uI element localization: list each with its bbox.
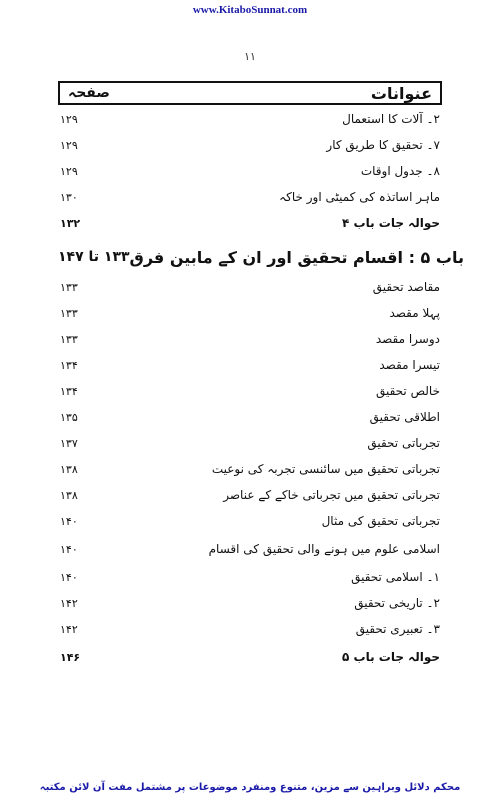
toc-entry (60, 212, 440, 234)
toc-entry-title: ۳۔ تعبیری تحقیق (355, 622, 440, 636)
toc-entry-title: تیسرا مقصد (379, 358, 440, 372)
chapter-heading (58, 244, 464, 270)
toc-entry-title: مقاصد تحقیق (372, 280, 440, 294)
toc-entry-page: ۱۲۹ (60, 138, 78, 152)
toc-entry-page: ۱۴۰ (60, 542, 78, 556)
toc-entry-page: ۱۳۰ (60, 190, 78, 204)
toc-entry (60, 354, 440, 376)
toc-entry-page: ۱۴۲ (60, 596, 78, 610)
toc-entry-page: ۱۴۰ (60, 514, 78, 528)
toc-entry (60, 510, 440, 532)
toc-entry-title: ۲۔ تاریخی تحقیق (354, 596, 440, 610)
toc-entry-title: تجرباتی تحقیق (367, 436, 440, 450)
site-url-link[interactable]: www.KitaboSunnat.com (192, 4, 308, 16)
header-page-label: صفحہ (68, 85, 110, 101)
toc-entry (60, 432, 440, 454)
toc-entry (60, 328, 440, 350)
toc-entry-page: ۱۴۶ (60, 650, 81, 664)
toc-entry (60, 538, 440, 560)
toc-entry-page: ۱۳۴ (60, 384, 78, 398)
toc-entry-page: ۱۲۹ (60, 164, 78, 178)
toc-entry-page: ۱۳۵ (60, 410, 78, 424)
chapter-title: باب ۵ : اقسام تحقیق اور ان کے مابین فرق (129, 247, 464, 267)
toc-entry (60, 484, 440, 506)
toc-entry-title: تجرباتی تحقیق میں تجرباتی خاکے کے عناصر (223, 488, 440, 502)
toc-entry-page: ۱۳۸ (60, 488, 78, 502)
toc-entry-title: حوالہ جات باب ۴ (342, 216, 440, 230)
toc-entry-title: ۱۔ اسلامی تحقیق (351, 570, 440, 584)
toc-entry-title: تجرباتی تحقیق میں سائنسی تجربہ کی نوعیت (211, 462, 440, 476)
header-title: عنوانات (370, 83, 432, 103)
toc-entry (60, 186, 440, 208)
toc-entry-page: ۱۴۲ (60, 622, 78, 636)
toc-entry-title: اطلاقی تحقیق (369, 410, 440, 424)
toc-entry-title: ۷۔ تحقیق کا طریق کار (326, 138, 440, 152)
toc-entry (60, 302, 440, 324)
toc-entry (60, 618, 440, 640)
chapter-page-range: ۱۳۳ تا ۱۴۷ (58, 249, 130, 265)
toc-entry-title: پہلا مقصد (389, 306, 440, 320)
toc-entry (60, 108, 440, 130)
toc-entry-title: حوالہ جات باب ۵ (342, 650, 440, 664)
toc-entry-title: ۲۔ آلات کا استعمال (342, 112, 440, 126)
toc-entry-page: ۱۳۳ (60, 332, 78, 346)
toc-entry (60, 380, 440, 402)
toc-entry (60, 458, 440, 480)
toc-entry (60, 276, 440, 298)
toc-entry-page: ۱۲۹ (60, 112, 78, 126)
toc-entry-title: دوسرا مقصد (375, 332, 440, 346)
toc-entry-page: ۱۳۴ (60, 358, 78, 372)
toc-entry-page: ۱۳۳ (60, 306, 78, 320)
toc-entry (60, 646, 440, 668)
toc-entry (60, 160, 440, 182)
toc-entry-title: خالص تحقیق (375, 384, 440, 398)
toc-entry (60, 566, 440, 588)
toc-entry-page: ۱۴۰ (60, 570, 78, 584)
toc-entry-page: ۱۳۳ (60, 280, 78, 294)
page-number: ۱۱ (244, 50, 256, 63)
toc-entry-title: اسلامی علوم میں ہونے والی تحقیق کی اقسام (208, 542, 440, 556)
toc-entry (60, 134, 440, 156)
toc-entry (60, 592, 440, 614)
toc-entry-page: ۱۳۲ (60, 216, 81, 230)
toc-entry-title: ماہر اساتذہ کی کمیٹی اور خاکہ (279, 190, 440, 204)
toc-entry-title: تجرباتی تحقیق کی مثال (321, 514, 440, 528)
toc-entry (60, 406, 440, 428)
toc-entry-title: ۸۔ جدول اوقات (360, 164, 440, 178)
toc-entry-page: ۱۳۸ (60, 462, 78, 476)
toc-header (58, 81, 442, 105)
toc-entry-page: ۱۳۷ (60, 436, 78, 450)
footer-tagline: محکم دلائل وبراہین سے مزین، متنوع ومنفرد موضوعات پر مشتمل مفت آن لائن مکتبہ (39, 782, 461, 793)
